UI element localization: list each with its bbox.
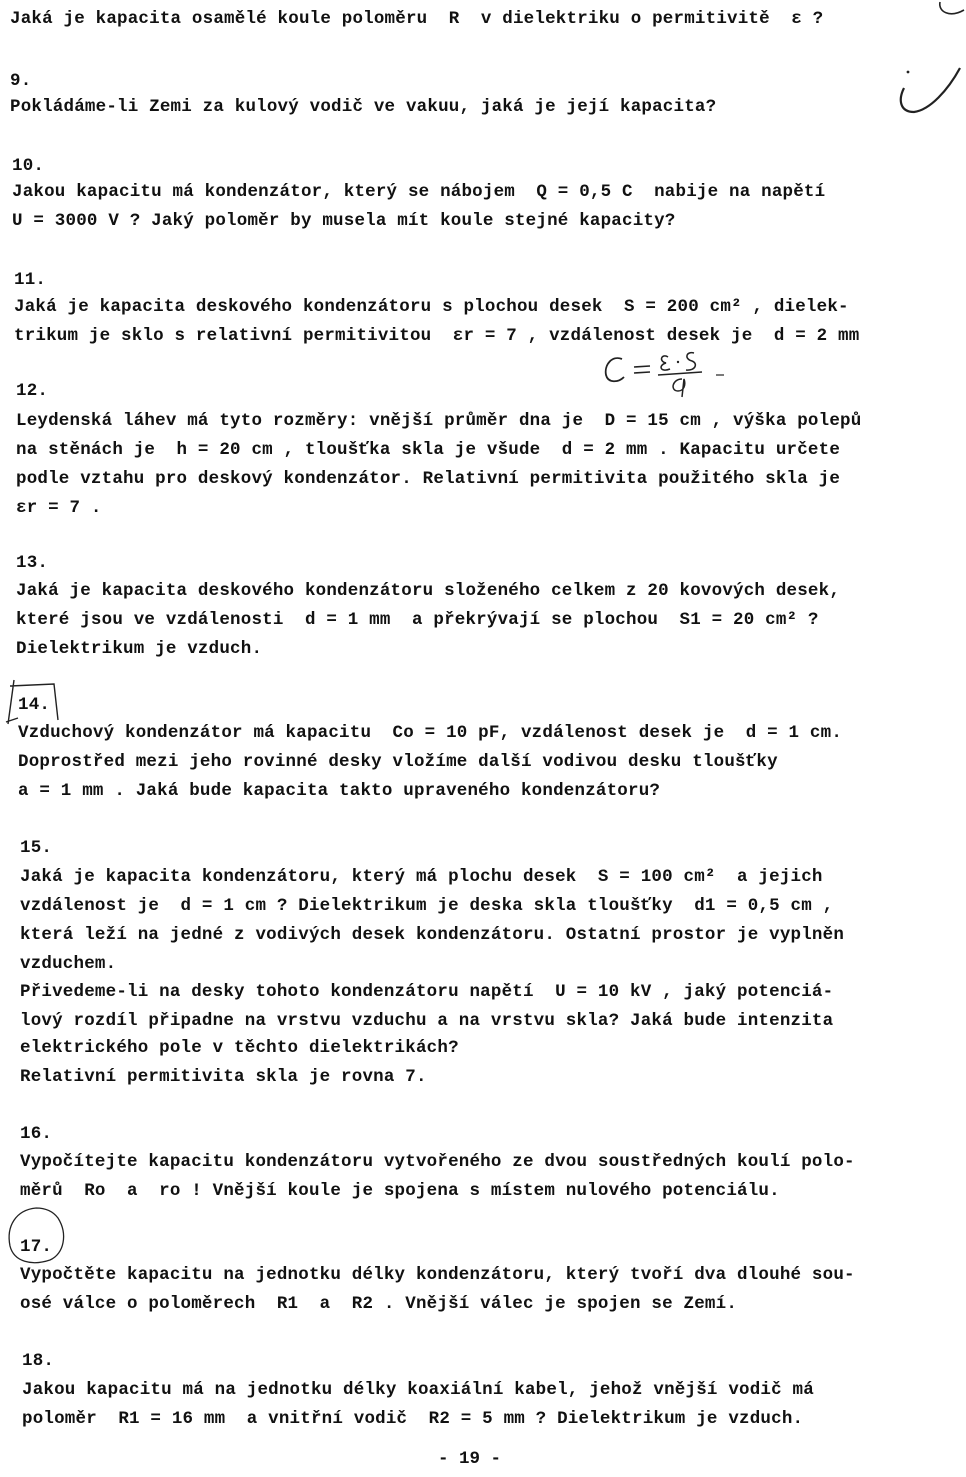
problem-18-number: 18. <box>22 1351 55 1371</box>
page-number: - 19 - <box>438 1449 502 1469</box>
problem-9-line-1: Pokládáme-li Zemi za kulový vodič ve vakuu, jaká je její kapacita? <box>10 97 717 117</box>
problem-14-number: 14. <box>18 695 51 715</box>
problem-11-line-2: trikum je sklo s relativní permitivitou εr = 7 , vzdálenost desek je d = 2 mm <box>14 326 860 346</box>
problem-15-line-1: Jaká je kapacita kondenzátoru, který má plochu desek S = 100 cm² a jejich <box>20 867 823 887</box>
problem-14-line-2: Doprostřed mezi jeho rovinné desky vložíme další vodivou desku tloušťky <box>18 752 778 772</box>
handwritten-top-arc <box>920 0 966 24</box>
problem-12-line-2: na stěnách je h = 20 cm , tloušťka skla je všude d = 2 mm . Kapacitu určete <box>16 440 841 460</box>
problem-11-number: 11. <box>14 270 47 290</box>
problem-17-number: 17. <box>20 1237 53 1257</box>
problem-15-line-4: vzduchem. <box>20 954 117 974</box>
problem-15-line-2: vzdálenost je d = 1 cm ? Dielektrikum je deska skla tloušťky d1 = 0,5 cm , <box>20 896 834 916</box>
problem-16-line-2: měrů Ro a ro ! Vnější koule je spojena s místem nulového potenciálu. <box>20 1181 780 1201</box>
problem-14-line-3: a = 1 mm . Jaká bude kapacita takto upraveného kondenzátoru? <box>18 781 661 801</box>
handwritten-check-mark <box>890 60 966 130</box>
problem-13-line-1: Jaká je kapacita deskového kondenzátoru složeného celkem z 20 kovových desek, <box>16 581 841 601</box>
problem-17-line-2: osé válce o poloměrech R1 a R2 . Vnější válec je spojen se Zemí. <box>20 1294 738 1314</box>
problem-11-line-1: Jaká je kapacita deskového kondenzátoru s plochou desek S = 200 cm² , dielek- <box>14 297 849 317</box>
problem-12-line-3: podle vztahu pro deskový kondenzátor. Relativní permitivita použitého skla je <box>16 469 841 489</box>
handwritten-formula-c-equals-eps-s-over-d <box>598 345 738 400</box>
problem-10-number: 10. <box>12 156 45 176</box>
problem-15-line-6: lový rozdíl připadne na vrstvu vzduchu a na vrstvu skla? Jaká bude intenzita <box>20 1011 834 1031</box>
problem-15-number: 15. <box>20 838 53 858</box>
problem-15-line-3: která leží na jedné z vodivých desek kondenzátoru. Ostatní prostor je vyplněn <box>20 925 845 945</box>
problem-14-line-1: Vzduchový kondenzátor má kapacitu Co = 10 pF, vzdálenost desek je d = 1 cm. <box>18 723 843 743</box>
problem-13-line-3: Dielektrikum je vzduch. <box>16 639 263 659</box>
problem-10-line-2: U = 3000 V ? Jaký poloměr by musela mít koule stejné kapacity? <box>12 211 676 231</box>
problem-18-line-1: Jakou kapacitu má na jednotku délky koaxiální kabel, jehož vnější vodič má <box>22 1380 814 1400</box>
problem-13-line-2: které jsou ve vzdálenosti d = 1 mm a překrývají se plochou S1 = 20 cm² ? <box>16 610 819 630</box>
problem-16-line-1: Vypočítejte kapacitu kondenzátoru vytvořeného ze dvou soustředných koulí polo- <box>20 1152 855 1172</box>
problem-15-line-8: Relativní permitivita skla je rovna 7. <box>20 1067 427 1087</box>
problem-18-line-2: poloměr R1 = 16 mm a vnitřní vodič R2 = 5 mm ? Dielektrikum je vzduch. <box>22 1409 804 1429</box>
problem-15-line-7: elektrického pole v těchto dielektrikách? <box>20 1038 459 1058</box>
problem-16-number: 16. <box>20 1124 53 1144</box>
problem-17-line-1: Vypočtěte kapacitu na jednotku délky kondenzátoru, který tvoří dva dlouhé sou- <box>20 1265 855 1285</box>
problem-15-line-5: Přivedeme-li na desky tohoto kondenzátoru napětí U = 10 kV , jaký potenciá- <box>20 982 834 1002</box>
problem-12-line-4: εr = 7 . <box>16 498 102 518</box>
problem-8-line-1: Jaká je kapacita osamělé koule poloměru R v dielektriku o permitivitě ε ? <box>10 9 824 29</box>
problem-12-line-1: Leydenská láhev má tyto rozměry: vnější průměr dna je D = 15 cm , výška polepů <box>16 411 862 431</box>
problem-12-number: 12. <box>16 381 49 401</box>
problem-13-number: 13. <box>16 553 49 573</box>
problem-10-line-1: Jakou kapacitu má kondenzátor, který se nábojem Q = 0,5 C nabije na napětí <box>12 182 826 202</box>
problem-9-number: 9. <box>10 71 32 91</box>
